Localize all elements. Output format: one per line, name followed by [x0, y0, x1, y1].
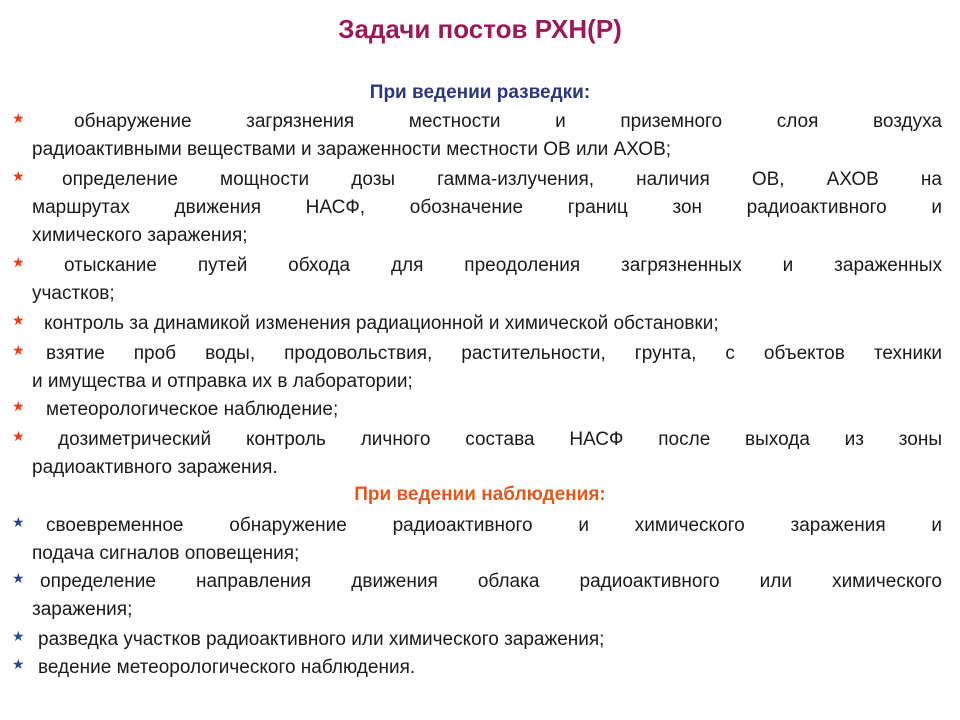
red-star-icon: ★ — [12, 168, 25, 184]
item-text-line: химического заражения; — [32, 225, 248, 246]
list-item — [12, 568, 942, 624]
item-text-line: метеорологическое наблюдение; — [46, 399, 339, 420]
list-item — [12, 166, 942, 250]
blue-star-icon: ★ — [12, 570, 25, 586]
item-text-line: контроль за динамикой изменения радиационной и химической обстановки; — [44, 313, 719, 334]
item-text-line: участков; — [32, 283, 115, 304]
item-text-line: радиоактивными веществами и зараженности местности ОВ или АХОВ; — [32, 139, 672, 160]
red-star-icon: ★ — [12, 254, 25, 270]
item-text-line: своевременное обнаружение радиоактивного и химического заражения и — [46, 515, 942, 536]
red-star-icon: ★ — [12, 428, 25, 444]
item-text-line: заражения; — [32, 599, 133, 620]
blue-star-icon: ★ — [12, 514, 25, 530]
item-text-line: маршрутах движения НАСФ, обозначение границ зон радиоактивного и — [32, 197, 942, 218]
list-item — [12, 252, 942, 308]
list-item — [12, 396, 942, 424]
item-text-line: обнаружение загрязнения местности и приземного слоя воздуха — [74, 111, 942, 132]
item-text-line: подача сигналов оповещения; — [32, 543, 300, 564]
red-star-icon: ★ — [12, 398, 25, 414]
blue-star-icon: ★ — [12, 656, 25, 672]
item-text-line: ведение метеорологического наблюдения. — [38, 657, 416, 678]
page-title: Задачи постов РХН(Р) — [338, 14, 622, 44]
section-heading-observation: При ведении наблюдения: — [354, 484, 606, 505]
list-item — [12, 108, 942, 164]
item-text-line: отыскание путей обхода для преодоления загрязненных и зараженных — [64, 255, 942, 276]
section-heading-reconnaissance: При ведении разведки: — [369, 82, 591, 103]
item-text-line: радиоактивного заражения. — [32, 457, 278, 478]
list-item — [12, 310, 942, 338]
red-star-icon: ★ — [12, 110, 25, 126]
blue-star-icon: ★ — [12, 628, 25, 644]
item-text-line: взятие проб воды, продовольствия, растительности, грунта, с объектов техники — [46, 343, 942, 364]
list-item — [12, 654, 942, 682]
red-star-icon: ★ — [12, 342, 25, 358]
item-text-line: и имущества и отправка их в лаборатории; — [32, 371, 413, 392]
list-item — [12, 426, 942, 482]
item-text-line: определение мощности дозы гамма-излучения, наличия ОВ, АХОВ на — [62, 169, 942, 190]
item-text-line: дозиметрический контроль личного состава НАСФ после выхода из зоны — [58, 429, 942, 450]
list-item — [12, 512, 942, 568]
item-text-line: определение направления движения облака радиоактивного или химического — [40, 571, 942, 592]
list-item — [12, 626, 942, 654]
list-item — [12, 340, 942, 396]
item-text-line: разведка участков радиоактивного или химического заражения; — [38, 629, 605, 650]
red-star-icon: ★ — [12, 312, 25, 328]
